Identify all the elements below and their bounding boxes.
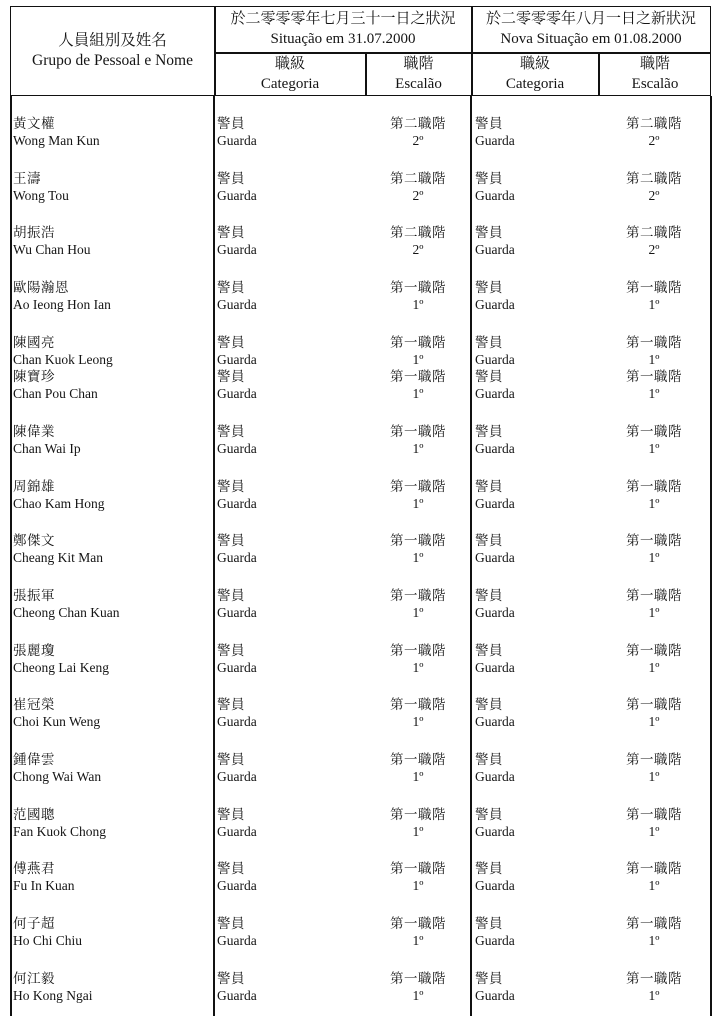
escalao-cell-zh: 第一職階 xyxy=(390,861,446,876)
category-cell-pt: Guarda xyxy=(217,352,257,367)
name-cell-pt: Chan Wai Ip xyxy=(13,441,81,456)
escalao-cell xyxy=(368,970,468,1004)
escalao-cell-pt: 1º xyxy=(412,297,424,312)
new-category-cell xyxy=(475,368,515,402)
escalao-cell xyxy=(368,224,468,258)
category-cell xyxy=(217,860,257,894)
new-escalao-cell-zh: 第一職階 xyxy=(626,861,682,876)
name-cell xyxy=(13,915,82,949)
new-escalao-cell-pt: 1º xyxy=(648,988,660,1003)
escalao-cell-pt: 1º xyxy=(412,769,424,784)
category-cell-zh: 警員 xyxy=(217,116,245,131)
name-cell-zh: 張麗瓊 xyxy=(13,643,55,658)
name-cell-zh: 鄭傑文 xyxy=(13,533,55,548)
new-category-cell-pt: Guarda xyxy=(475,133,515,148)
name-cell xyxy=(13,860,75,894)
category-cell-zh: 警員 xyxy=(217,752,245,767)
name-cell-zh: 陳偉業 xyxy=(13,424,55,439)
category-cell xyxy=(217,532,257,566)
new-escalao-cell-zh: 第一職階 xyxy=(626,533,682,548)
name-cell xyxy=(13,423,81,457)
category-cell-pt: Guarda xyxy=(217,550,257,565)
escalao-cell-pt: 1º xyxy=(412,496,424,511)
new-situation-header xyxy=(472,9,710,49)
name-cell-zh: 張振軍 xyxy=(13,588,55,603)
name-cell-pt: Chong Wai Wan xyxy=(13,769,102,784)
new-escalao-cell-pt: 1º xyxy=(648,933,660,948)
table-row xyxy=(10,860,711,896)
category-cell-zh: 警員 xyxy=(217,588,245,603)
new-category-cell-zh: 警員 xyxy=(475,861,503,876)
table-row xyxy=(10,806,711,842)
new-escalao-cell-zh: 第二職階 xyxy=(626,225,682,240)
category-cell-pt: Guarda xyxy=(217,188,257,203)
new-category-cell-pt: Guarda xyxy=(475,660,515,675)
new-escalao-cell-pt: 1º xyxy=(648,297,660,312)
new-category-cell-pt: Guarda xyxy=(475,352,515,367)
new-category-cell xyxy=(475,170,515,204)
category-cell-zh: 警員 xyxy=(217,916,245,931)
escalao-header-zh: 職階 xyxy=(403,56,434,72)
escalao-cell xyxy=(368,587,468,621)
new-category-cell-pt: Guarda xyxy=(475,878,515,893)
escalao-header-old xyxy=(366,54,471,94)
new-category-cell xyxy=(475,115,515,149)
name-cell xyxy=(13,532,103,566)
name-cell-zh: 范國聰 xyxy=(13,807,55,822)
new-category-cell xyxy=(475,279,515,313)
escalao-cell-zh: 第一職階 xyxy=(390,369,446,384)
new-category-cell-zh: 警員 xyxy=(475,171,503,186)
escalao-cell-zh: 第二職階 xyxy=(390,171,446,186)
new-category-cell-zh: 警員 xyxy=(475,807,503,822)
escalao-cell-zh: 第一職階 xyxy=(390,971,446,986)
table-row xyxy=(10,915,711,951)
category-cell-zh: 警員 xyxy=(217,861,245,876)
category-cell-pt: Guarda xyxy=(217,386,257,401)
old-situation-header-zh: 於二零零零年七月三十一日之狀況 xyxy=(230,11,456,27)
escalao-cell-zh: 第一職階 xyxy=(390,588,446,603)
name-cell-pt: Chao Kam Hong xyxy=(13,496,105,511)
new-category-cell-pt: Guarda xyxy=(475,386,515,401)
escalao-header-zh: 職階 xyxy=(639,56,670,72)
new-escalao-cell xyxy=(604,532,704,566)
new-escalao-cell-pt: 1º xyxy=(648,878,660,893)
new-escalao-cell-zh: 第一職階 xyxy=(626,752,682,767)
category-cell-pt: Guarda xyxy=(217,878,257,893)
name-cell-pt: Choi Kun Weng xyxy=(13,714,101,729)
escalao-cell-pt: 1º xyxy=(412,550,424,565)
category-cell-zh: 警員 xyxy=(217,643,245,658)
new-category-cell xyxy=(475,587,515,621)
escalao-cell-zh: 第一職階 xyxy=(390,533,446,548)
new-category-cell xyxy=(475,478,515,512)
escalao-cell-zh: 第一職階 xyxy=(390,916,446,931)
table-row xyxy=(10,642,711,678)
new-category-cell-zh: 警員 xyxy=(475,971,503,986)
new-escalao-cell xyxy=(604,368,704,402)
category-cell-zh: 警員 xyxy=(217,533,245,548)
category-cell xyxy=(217,478,257,512)
escalao-cell-zh: 第一職階 xyxy=(390,807,446,822)
new-category-cell-zh: 警員 xyxy=(475,479,503,494)
category-cell-zh: 警員 xyxy=(217,280,245,295)
new-category-cell-pt: Guarda xyxy=(475,242,515,257)
new-category-cell-zh: 警員 xyxy=(475,697,503,712)
new-escalao-cell xyxy=(604,696,704,730)
name-cell-pt: Wu Chan Hou xyxy=(13,242,91,257)
name-cell-pt: Chan Pou Chan xyxy=(13,386,98,401)
new-category-cell xyxy=(475,696,515,730)
name-cell-zh: 歐陽瀚恩 xyxy=(13,280,69,295)
escalao-cell-zh: 第一職階 xyxy=(390,280,446,295)
category-cell xyxy=(217,279,257,313)
new-category-cell-zh: 警員 xyxy=(475,424,503,439)
new-escalao-cell-zh: 第二職階 xyxy=(626,171,682,186)
category-cell-pt: Guarda xyxy=(217,297,257,312)
name-cell xyxy=(13,806,106,840)
escalao-cell-pt: 1º xyxy=(412,988,424,1003)
category-cell-zh: 警員 xyxy=(217,369,245,384)
new-category-cell-pt: Guarda xyxy=(475,988,515,1003)
new-escalao-cell-zh: 第一職階 xyxy=(626,369,682,384)
table-row xyxy=(10,970,711,1006)
new-category-cell xyxy=(475,532,515,566)
name-cell-pt: Chan Kuok Leong xyxy=(13,352,113,367)
new-category-cell-zh: 警員 xyxy=(475,369,503,384)
category-cell xyxy=(217,115,257,149)
new-escalao-cell-pt: 2º xyxy=(648,242,660,257)
name-cell xyxy=(13,279,111,313)
escalao-cell-zh: 第一職階 xyxy=(390,752,446,767)
new-escalao-cell-pt: 1º xyxy=(648,824,660,839)
escalao-cell xyxy=(368,860,468,894)
name-cell-pt: Ho Kong Ngai xyxy=(13,988,93,1003)
name-cell-pt: Wong Man Kun xyxy=(13,133,100,148)
new-category-cell-pt: Guarda xyxy=(475,550,515,565)
category-cell-pt: Guarda xyxy=(217,769,257,784)
category-cell-pt: Guarda xyxy=(217,824,257,839)
category-cell-pt: Guarda xyxy=(217,605,257,620)
table-header xyxy=(10,6,711,96)
new-escalao-cell-pt: 1º xyxy=(648,496,660,511)
new-escalao-cell xyxy=(604,806,704,840)
escalao-cell xyxy=(368,915,468,949)
name-cell-pt: Cheong Chan Kuan xyxy=(13,605,120,620)
new-escalao-cell xyxy=(604,587,704,621)
name-cell xyxy=(13,224,90,258)
new-escalao-cell-pt: 1º xyxy=(648,550,660,565)
new-escalao-cell-pt: 2º xyxy=(648,133,660,148)
name-cell-pt: Cheang Kit Man xyxy=(13,550,103,565)
new-escalao-cell xyxy=(604,478,704,512)
new-escalao-cell xyxy=(604,170,704,204)
table-row xyxy=(10,532,711,568)
old-situation-header-pt: Situação em 31.07.2000 xyxy=(270,31,416,47)
new-escalao-cell xyxy=(604,642,704,676)
escalao-cell-zh: 第二職階 xyxy=(390,225,446,240)
name-cell-zh: 傅燕君 xyxy=(13,861,55,876)
table-row xyxy=(10,368,711,404)
escalao-cell-pt: 1º xyxy=(412,441,424,456)
category-cell-zh: 警員 xyxy=(217,171,245,186)
escalao-cell-zh: 第二職階 xyxy=(390,116,446,131)
name-cell-zh: 崔冠榮 xyxy=(13,697,55,712)
escalao-cell xyxy=(368,696,468,730)
category-cell xyxy=(217,224,257,258)
table-row xyxy=(10,224,711,260)
name-cell-pt: Wong Tou xyxy=(13,188,69,203)
escalao-cell xyxy=(368,532,468,566)
escalao-cell-zh: 第一職階 xyxy=(390,424,446,439)
name-cell xyxy=(13,642,109,676)
table-row xyxy=(10,279,711,315)
escalao-cell-zh: 第一職階 xyxy=(390,643,446,658)
table-row xyxy=(10,423,711,459)
name-cell-zh: 鍾偉雲 xyxy=(13,752,55,767)
new-category-cell-pt: Guarda xyxy=(475,714,515,729)
new-escalao-cell-pt: 1º xyxy=(648,714,660,729)
category-cell xyxy=(217,970,257,1004)
new-category-cell-pt: Guarda xyxy=(475,297,515,312)
new-escalao-cell-pt: 1º xyxy=(648,441,660,456)
escalao-cell-zh: 第一職階 xyxy=(390,697,446,712)
new-escalao-cell xyxy=(604,224,704,258)
name-cell-zh: 陳寶珍 xyxy=(13,369,55,384)
category-cell-pt: Guarda xyxy=(217,496,257,511)
new-category-cell-zh: 警員 xyxy=(475,533,503,548)
name-cell xyxy=(13,368,98,402)
category-cell xyxy=(217,751,257,785)
category-cell xyxy=(217,170,257,204)
new-escalao-cell xyxy=(604,279,704,313)
escalao-cell xyxy=(368,642,468,676)
escalao-cell xyxy=(368,751,468,785)
category-cell xyxy=(217,642,257,676)
new-escalao-cell-zh: 第一職階 xyxy=(626,643,682,658)
name-cell xyxy=(13,170,69,204)
new-escalao-cell xyxy=(604,334,704,368)
new-category-cell-zh: 警員 xyxy=(475,225,503,240)
table-row xyxy=(10,334,711,370)
escalao-cell xyxy=(368,170,468,204)
escalao-header-new xyxy=(599,54,711,94)
escalao-cell-pt: 1º xyxy=(412,878,424,893)
category-cell-pt: Guarda xyxy=(217,242,257,257)
new-escalao-cell-pt: 1º xyxy=(648,386,660,401)
new-escalao-cell-zh: 第一職階 xyxy=(626,588,682,603)
new-escalao-cell-zh: 第一職階 xyxy=(626,971,682,986)
new-category-cell xyxy=(475,751,515,785)
name-cell xyxy=(13,115,100,149)
new-escalao-cell xyxy=(604,915,704,949)
category-cell-zh: 警員 xyxy=(217,225,245,240)
name-cell xyxy=(13,696,100,730)
category-header-zh: 職級 xyxy=(519,56,550,72)
name-cell-zh: 胡振浩 xyxy=(13,225,55,240)
new-escalao-cell xyxy=(604,970,704,1004)
new-category-cell xyxy=(475,224,515,258)
name-cell xyxy=(13,751,101,785)
escalao-cell-pt: 1º xyxy=(412,824,424,839)
new-escalao-cell xyxy=(604,860,704,894)
old-situation-header xyxy=(215,9,471,49)
new-category-cell-pt: Guarda xyxy=(475,769,515,784)
category-cell xyxy=(217,806,257,840)
new-category-cell xyxy=(475,423,515,457)
new-category-cell-zh: 警員 xyxy=(475,116,503,131)
new-escalao-cell-zh: 第一職階 xyxy=(626,335,682,350)
name-cell-pt: Ho Chi Chiu xyxy=(13,933,83,948)
name-cell-pt: Fan Kuok Chong xyxy=(13,824,107,839)
new-escalao-cell-zh: 第一職階 xyxy=(626,479,682,494)
new-category-cell xyxy=(475,860,515,894)
new-escalao-cell xyxy=(604,423,704,457)
escalao-cell-zh: 第一職階 xyxy=(390,335,446,350)
new-escalao-cell-pt: 1º xyxy=(648,660,660,675)
category-cell-zh: 警員 xyxy=(217,424,245,439)
name-column-header-pt: Grupo de Pessoal e Nome xyxy=(32,52,193,69)
category-cell-pt: Guarda xyxy=(217,441,257,456)
category-cell-zh: 警員 xyxy=(217,807,245,822)
name-cell xyxy=(13,587,119,621)
escalao-cell-pt: 1º xyxy=(412,386,424,401)
category-header-zh: 職級 xyxy=(274,56,305,72)
escalao-cell-pt: 1º xyxy=(412,714,424,729)
new-situation-header-zh: 於二零零零年八月一日之新狀況 xyxy=(485,11,696,27)
new-category-cell-pt: Guarda xyxy=(475,824,515,839)
escalao-cell-pt: 2º xyxy=(412,133,424,148)
table-row xyxy=(10,587,711,623)
name-cell xyxy=(13,478,105,512)
name-cell-zh: 王濤 xyxy=(13,171,41,186)
category-header-old xyxy=(215,54,365,94)
category-cell xyxy=(217,334,257,368)
table-row xyxy=(10,751,711,787)
table-row xyxy=(10,478,711,514)
new-category-cell-zh: 警員 xyxy=(475,280,503,295)
name-cell-pt: Cheong Lai Keng xyxy=(13,660,109,675)
escalao-cell-pt: 1º xyxy=(412,933,424,948)
escalao-cell-pt: 2º xyxy=(412,188,424,203)
name-cell xyxy=(13,334,113,368)
category-cell xyxy=(217,915,257,949)
category-cell-zh: 警員 xyxy=(217,697,245,712)
new-escalao-cell-zh: 第一職階 xyxy=(626,280,682,295)
new-escalao-cell xyxy=(604,751,704,785)
new-category-cell-zh: 警員 xyxy=(475,335,503,350)
new-escalao-cell-zh: 第一職階 xyxy=(626,697,682,712)
new-category-cell xyxy=(475,970,515,1004)
category-cell-zh: 警員 xyxy=(217,479,245,494)
escalao-cell xyxy=(368,368,468,402)
category-cell xyxy=(217,587,257,621)
escalao-cell-zh: 第一職階 xyxy=(390,479,446,494)
new-category-cell-zh: 警員 xyxy=(475,588,503,603)
category-cell xyxy=(217,368,257,402)
category-cell-pt: Guarda xyxy=(217,933,257,948)
name-column-header-zh: 人員組別及姓名 xyxy=(58,32,167,49)
new-escalao-cell-zh: 第二職階 xyxy=(626,116,682,131)
table-row xyxy=(10,170,711,206)
table-row xyxy=(10,115,711,151)
category-cell-pt: Guarda xyxy=(217,660,257,675)
escalao-cell xyxy=(368,115,468,149)
new-category-cell xyxy=(475,334,515,368)
name-cell-pt: Ao Ieong Hon Ian xyxy=(13,297,111,312)
category-cell xyxy=(217,696,257,730)
escalao-header-pt: Escalão xyxy=(631,76,679,92)
name-cell-zh: 何子超 xyxy=(13,916,55,931)
new-category-cell-zh: 警員 xyxy=(475,752,503,767)
new-escalao-cell-pt: 1º xyxy=(648,352,660,367)
new-escalao-cell-pt: 1º xyxy=(648,769,660,784)
escalao-cell xyxy=(368,334,468,368)
category-cell-pt: Guarda xyxy=(217,133,257,148)
new-category-cell xyxy=(475,915,515,949)
new-category-cell-pt: Guarda xyxy=(475,605,515,620)
new-escalao-cell-zh: 第一職階 xyxy=(626,916,682,931)
category-cell-pt: Guarda xyxy=(217,988,257,1003)
name-column-header xyxy=(11,31,214,71)
escalao-cell xyxy=(368,806,468,840)
escalao-cell-pt: 1º xyxy=(412,660,424,675)
category-header-new xyxy=(472,54,598,94)
name-cell-pt: Fu In Kuan xyxy=(13,878,75,893)
new-escalao-cell xyxy=(604,115,704,149)
name-cell xyxy=(13,970,93,1004)
name-cell-zh: 黃文權 xyxy=(13,116,55,131)
new-category-cell-pt: Guarda xyxy=(475,496,515,511)
escalao-cell-pt: 2º xyxy=(412,242,424,257)
new-escalao-cell-zh: 第一職階 xyxy=(626,807,682,822)
new-category-cell-zh: 警員 xyxy=(475,643,503,658)
new-situation-header-pt: Nova Situação em 01.08.2000 xyxy=(500,31,682,47)
staff-table xyxy=(10,96,711,1016)
new-category-cell xyxy=(475,642,515,676)
category-cell-zh: 警員 xyxy=(217,971,245,986)
category-cell xyxy=(217,423,257,457)
category-cell-zh: 警員 xyxy=(217,335,245,350)
category-cell-pt: Guarda xyxy=(217,714,257,729)
name-cell-zh: 周錦雄 xyxy=(13,479,55,494)
new-category-cell-pt: Guarda xyxy=(475,188,515,203)
escalao-cell xyxy=(368,279,468,313)
new-category-cell xyxy=(475,806,515,840)
table-row xyxy=(10,696,711,732)
escalao-header-pt: Escalão xyxy=(395,76,442,92)
escalao-cell-pt: 1º xyxy=(412,352,424,367)
new-escalao-cell-pt: 1º xyxy=(648,605,660,620)
new-category-cell-pt: Guarda xyxy=(475,441,515,456)
escalao-cell xyxy=(368,423,468,457)
name-cell-zh: 陳國亮 xyxy=(13,335,55,350)
escalao-cell xyxy=(368,478,468,512)
category-header-pt: Categoria xyxy=(260,76,320,92)
new-escalao-cell-pt: 2º xyxy=(648,188,660,203)
new-category-cell-pt: Guarda xyxy=(475,933,515,948)
name-cell-zh: 何江毅 xyxy=(13,971,55,986)
new-escalao-cell-zh: 第一職階 xyxy=(626,424,682,439)
new-category-cell-zh: 警員 xyxy=(475,916,503,931)
escalao-cell-pt: 1º xyxy=(412,605,424,620)
category-header-pt: Categoria xyxy=(505,76,565,92)
